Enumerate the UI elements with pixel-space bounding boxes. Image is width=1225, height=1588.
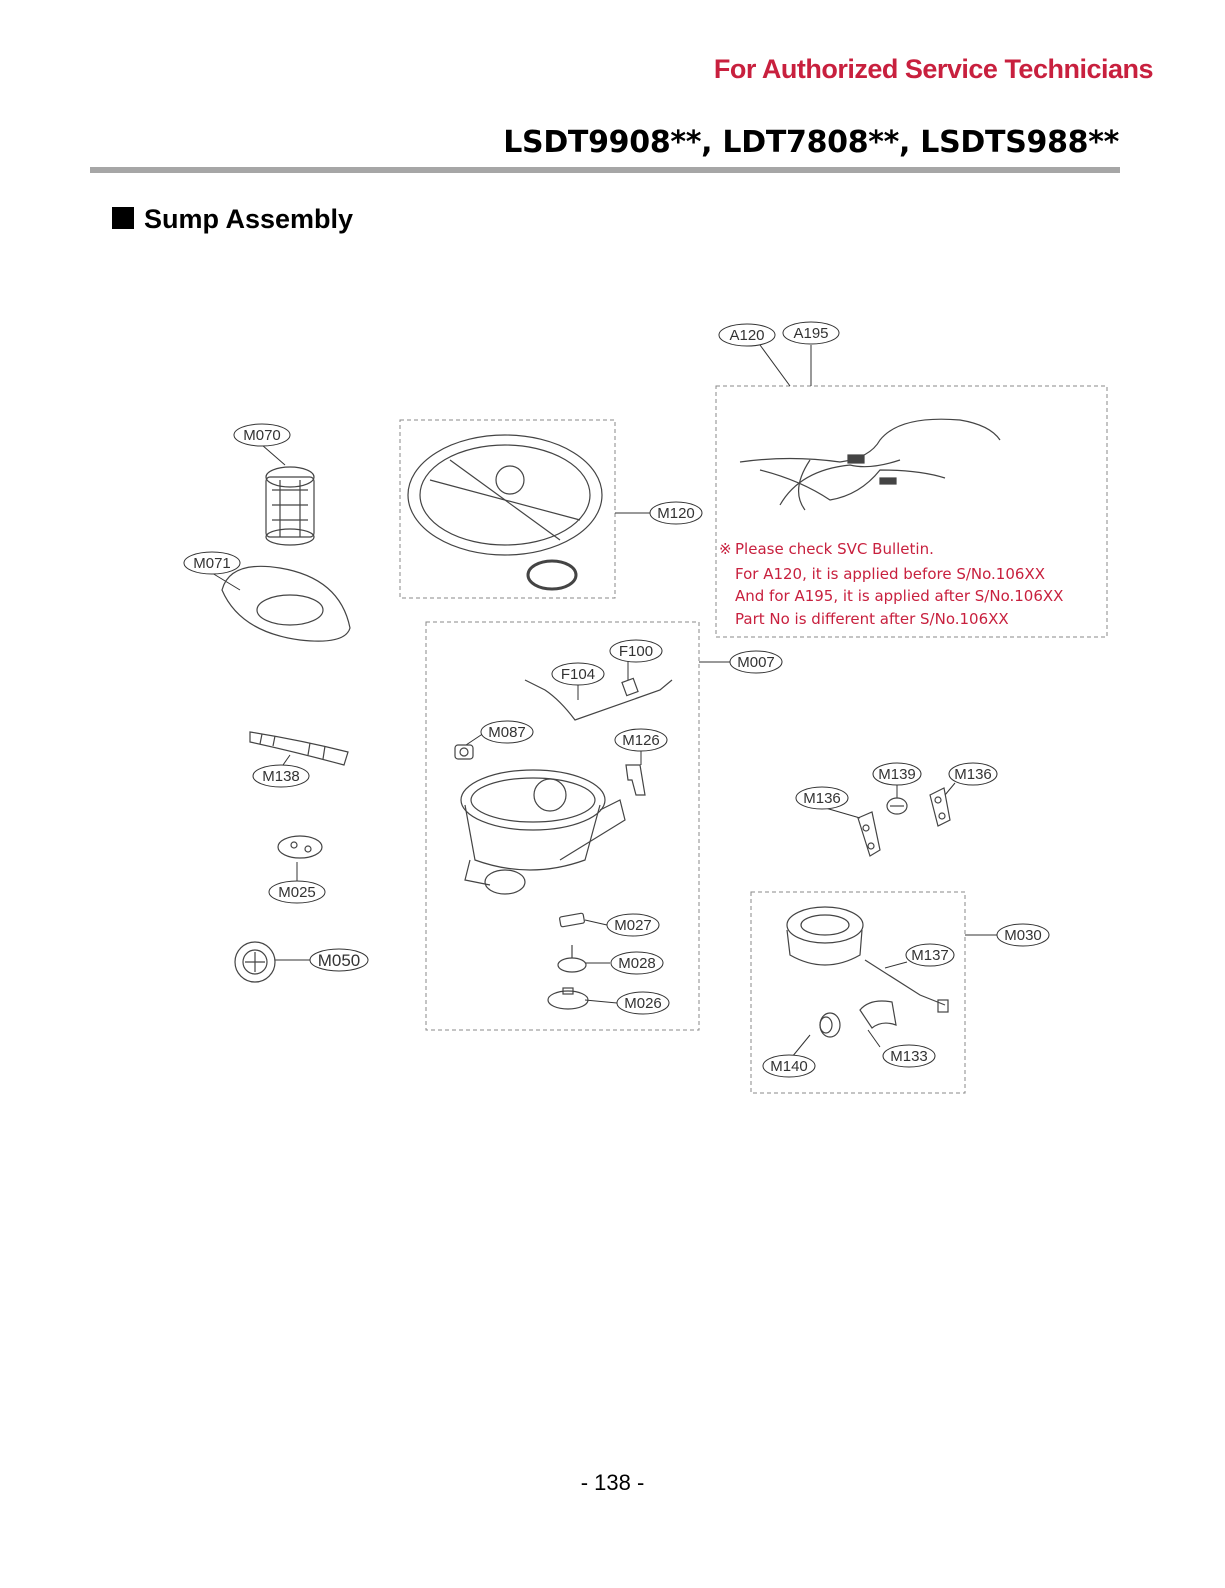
svg-text:A195: A195 — [793, 325, 829, 342]
svg-text:M087: M087 — [488, 724, 526, 741]
page-number: - 138 - — [580, 1470, 645, 1495]
hinge-bracket-icon — [858, 812, 880, 856]
svg-text:M071: M071 — [193, 555, 231, 572]
callout-M050 — [310, 949, 368, 971]
svg-text:M140: M140 — [770, 1058, 808, 1075]
callout-M120 — [650, 502, 702, 524]
callout-M137 — [906, 944, 954, 966]
callout-M139 — [873, 763, 921, 785]
svg-text:M050: M050 — [317, 951, 361, 970]
callout-M071 — [184, 552, 240, 574]
callout-M070 — [234, 424, 290, 446]
svg-text:M137: M137 — [911, 947, 949, 964]
filter-cylinder-icon — [266, 467, 314, 545]
svg-text:M007: M007 — [737, 654, 775, 671]
wash-motor-icon — [787, 907, 863, 965]
svg-text:M027: M027 — [614, 917, 652, 934]
callout-F104 — [552, 663, 604, 685]
svg-text:F100: F100 — [618, 643, 654, 660]
callout-M140 — [763, 1055, 815, 1077]
temperature-sensor-icon — [865, 960, 948, 1012]
notice-line-3: And for A195, it is applied after S/No.106XX — [735, 587, 1064, 605]
callout-M027 — [607, 914, 659, 936]
callout-M126 — [615, 729, 667, 751]
svg-text:M025: M025 — [278, 884, 316, 901]
notice-line-4: Part No is different after S/No.106XX — [735, 610, 1009, 628]
notice-mark: ※ — [719, 540, 732, 558]
svg-text:F104: F104 — [560, 666, 596, 683]
wire-harness-icon — [740, 419, 1000, 510]
drain-pump-icon — [235, 942, 275, 982]
sensor-clip-icon — [455, 745, 473, 759]
callout-M007 — [730, 651, 782, 673]
svg-text:M030: M030 — [1004, 927, 1042, 944]
model-numbers: LSDT9908**, LDT7808**, LSDTS988** — [503, 125, 1119, 160]
callout-M138 — [253, 765, 309, 787]
cap-disc-icon — [278, 836, 322, 858]
hinge-bracket-icon — [930, 788, 950, 826]
svg-text:M026: M026 — [624, 995, 662, 1012]
svg-text:M138: M138 — [262, 768, 300, 785]
svg-text:M136: M136 — [803, 790, 841, 807]
o-ring-icon — [528, 561, 576, 589]
callout-M087 — [481, 721, 533, 743]
section-title: Sump Assembly — [144, 204, 354, 234]
sump-housing-icon — [461, 770, 625, 894]
callout-M030 — [997, 924, 1049, 946]
gear-wheel-icon — [887, 798, 907, 814]
bracket-clip-icon — [626, 765, 645, 795]
svc-bulletin-notice — [719, 540, 1063, 628]
filter-mesh-plate-icon — [222, 566, 350, 641]
callout-A120 — [719, 324, 775, 346]
svg-text:M139: M139 — [878, 766, 916, 783]
elbow-hose-icon — [860, 1001, 896, 1028]
svg-text:M133: M133 — [890, 1048, 928, 1065]
heater-cover-icon — [548, 988, 588, 1009]
spray-arm-disc-icon — [408, 435, 602, 555]
small-sensor-icon — [559, 913, 584, 927]
notice-line-1: Please check SVC Bulletin. — [735, 540, 934, 558]
pressure-switch-icon — [558, 945, 586, 972]
hose-clamp-icon — [820, 1013, 840, 1037]
svg-text:A120: A120 — [729, 327, 765, 344]
callout-F100 — [610, 640, 662, 662]
audience-banner: For Authorized Service Technicians — [713, 54, 1153, 84]
svg-text:M028: M028 — [618, 955, 656, 972]
svg-text:M136: M136 — [954, 766, 992, 783]
callout-M025 — [269, 881, 325, 903]
callout-M028 — [611, 952, 663, 974]
notice-line-2: For A120, it is applied before S/No.106XX — [735, 565, 1045, 583]
spray-arm-group-box — [400, 420, 615, 598]
bellows-hose-icon — [250, 732, 348, 765]
callout-M136-right — [949, 763, 997, 785]
svg-text:M120: M120 — [657, 505, 695, 522]
callout-A195 — [783, 322, 839, 344]
drain-hose-icon — [525, 678, 672, 720]
svg-text:M126: M126 — [622, 732, 660, 749]
callout-M026 — [617, 992, 669, 1014]
callout-M133 — [883, 1045, 935, 1067]
callout-M136-left — [796, 787, 848, 809]
svg-text:M070: M070 — [243, 427, 281, 444]
